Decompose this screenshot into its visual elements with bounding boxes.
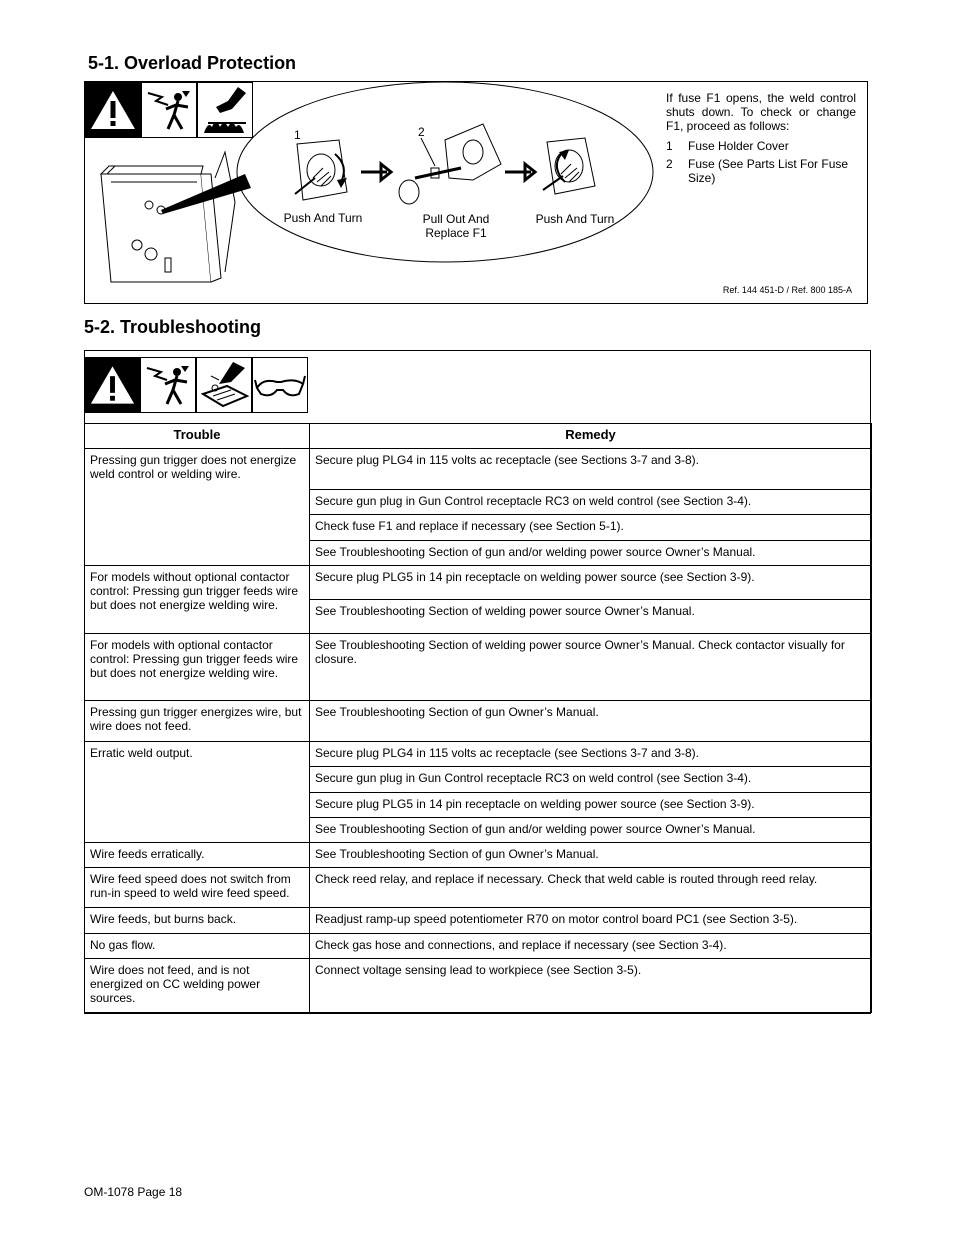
callout-1: 1 [294,128,301,142]
remedy-cell: Check reed relay, and replace if necessary. Check that weld cable is routed through reed relay. [310,868,872,908]
table-row [85,868,872,908]
table-row [85,959,872,1013]
overload-intro-text: If fuse F1 opens, the weld control shuts down. To check or change F1, proceed as follows: [666,91,856,133]
list-item-number: 1 [666,139,673,153]
table-row [85,566,872,600]
step-label-1: Push And Turn [283,211,363,225]
trouble-cell: Pressing gun trigger energizes wire, but wire does not feed. [85,701,310,742]
static-board-icon [196,357,252,413]
trouble-cell: Wire feeds, but burns back. [85,908,310,934]
trouble-cell: Wire feeds erratically. [85,843,310,868]
table-header-row [85,424,872,449]
warning-icon [85,357,140,413]
electric-shock-icon [140,357,196,413]
figure-reference: Ref. 144 451-D / Ref. 800 185-A [722,285,852,295]
remedy-cell: See Troubleshooting Section of gun and/or welding power source Owner’s Manual. [310,541,872,566]
remedy-cell: Secure gun plug in Gun Control receptacle RC3 on weld control (see Section 3-4). [310,490,872,515]
step-label-2: Pull Out And Replace F1 [422,212,490,240]
section-heading-troubleshooting: 5-2. Troubleshooting [84,317,262,337]
trouble-cell: Wire does not feed, and is not energized on CC welding power sources. [85,959,310,1013]
safety-glasses-icon [252,357,308,413]
list-item-text: Fuse Holder Cover [688,139,789,153]
overload-figure-box [84,81,868,304]
remedy-cell: Secure plug PLG4 in 115 volts ac receptacle (see Sections 3-7 and 3-8). [310,449,872,490]
remedy-cell: Secure plug PLG5 in 14 pin receptacle on welding power source (see Section 3-9). [310,793,872,818]
remedy-cell: Secure plug PLG4 in 115 volts ac receptacle (see Sections 3-7 and 3-8). [310,742,872,767]
remedy-cell: Secure gun plug in Gun Control receptacle RC3 on weld control (see Section 3-4). [310,767,872,793]
remedy-cell: See Troubleshooting Section of welding power source Owner’s Manual. Check contactor visually for closure. [310,634,872,701]
table-row [85,634,872,701]
trouble-cell: Pressing gun trigger does not energize weld control or welding wire. [85,449,310,566]
remedy-cell: See Troubleshooting Section of gun Owner’s Manual. [310,701,872,742]
column-header-remedy: Remedy [310,424,872,449]
remedy-cell: Check fuse F1 and replace if necessary (see Section 5-1). [310,515,872,541]
list-item-number: 2 [666,157,673,171]
remedy-cell: See Troubleshooting Section of gun Owner’s Manual. [310,843,872,868]
table-row [85,908,872,934]
table-row [85,701,872,742]
list-item [666,157,856,185]
list-item-text: Fuse (See Parts List For Fuse Size) [688,157,849,185]
page-footer: OM-1078 Page 18 [84,1185,183,1199]
table-row [85,843,872,868]
troubleshooting-table [84,423,872,1013]
list-item [666,139,856,153]
remedy-cell: Connect voltage sensing lead to workpiece (see Section 3-5). [310,959,872,1013]
table-row [85,742,872,767]
remedy-cell: Secure plug PLG5 in 14 pin receptacle on welding power source (see Section 3-9). [310,566,872,600]
table-row [85,449,872,490]
trouble-cell: For models without optional contactor control: Pressing gun trigger feeds wire but does not energize welding wire. [85,566,310,634]
remedy-cell: See Troubleshooting Section of welding power source Owner’s Manual. [310,600,872,634]
trouble-cell: Erratic weld output. [85,742,310,843]
overload-instructions [666,91,856,185]
section-heading-overload: 5-1. Overload Protection [88,53,297,73]
remedy-cell: Readjust ramp-up speed potentiometer R70 on motor control board PC1 (see Section 3-5). [310,908,872,934]
trouble-cell: No gas flow. [85,934,310,959]
step-label-3: Push And Turn [535,212,615,226]
trouble-cell: Wire feed speed does not switch from run-in speed to weld wire feed speed. [85,868,310,908]
trouble-cell: For models with optional contactor control: Pressing gun trigger feeds wire but does not energize welding wire. [85,634,310,701]
remedy-cell: Check gas hose and connections, and replace if necessary (see Section 3-4). [310,934,872,959]
table-row [85,934,872,959]
column-header-trouble: Trouble [85,424,310,449]
callout-2: 2 [418,125,425,139]
remedy-cell: See Troubleshooting Section of gun and/or welding power source Owner’s Manual. [310,818,872,843]
